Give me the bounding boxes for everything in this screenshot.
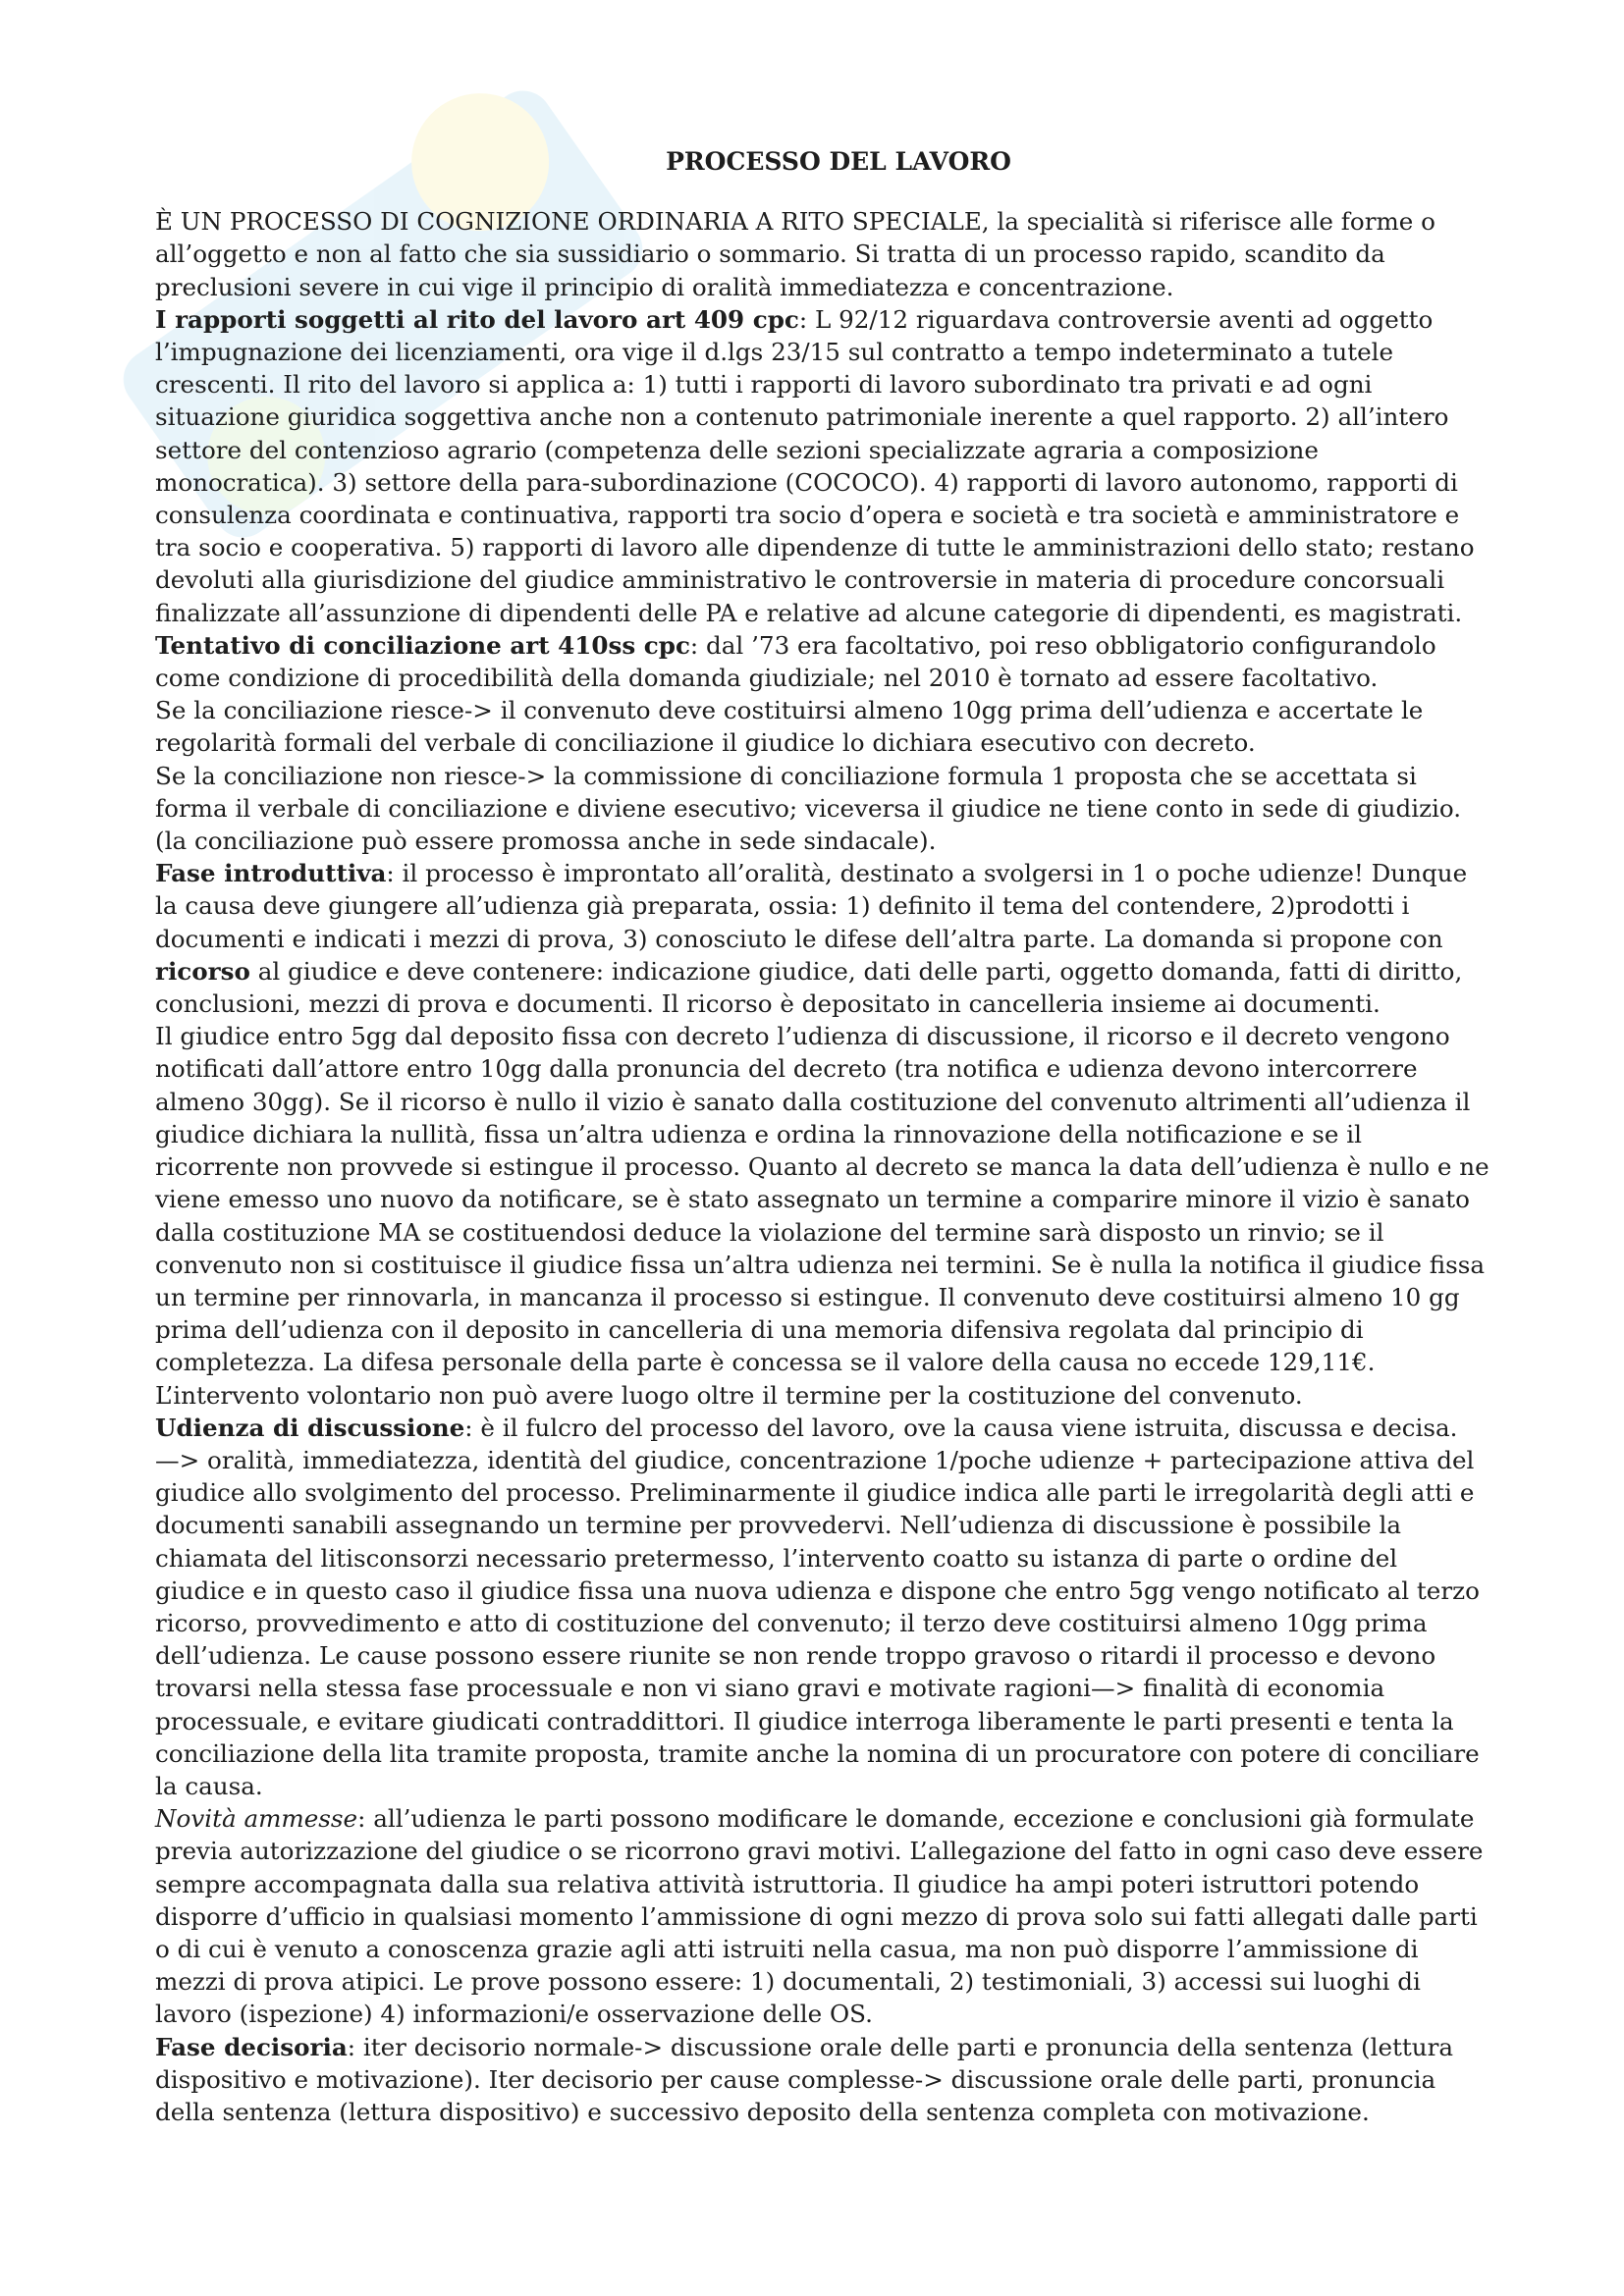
paragraph-conciliazione-non-riesce xyxy=(155,760,1492,825)
paragraph-text: È UN PROCESSO DI COGNIZIONE ORDINARIA A RITO SPECIALE, la specialità si riferisce alle forme o all’oggetto e non al fatto che sia sussidiario o sommario. Si tratta di un processo rapido, scandito da preclusioni severe in cui vige il principio di oralità immediatezza e concentrazione. xyxy=(155,207,1435,301)
paragraph-sede-sindacale xyxy=(155,825,1492,857)
paragraph-udienza-discussione xyxy=(155,1412,1492,1444)
paragraph-intro xyxy=(155,205,1492,303)
section-heading: Fase decisoria xyxy=(155,2032,348,2061)
paragraph-text: (la conciliazione può essere promossa anche in sede sindacale). xyxy=(155,827,937,856)
paragraph-text: L’intervento volontario non può avere luogo oltre il termine per la costituzione del convenuto. xyxy=(155,1380,1303,1410)
section-heading: Fase introduttiva xyxy=(155,859,387,888)
paragraph-text: : L 92/12 riguardava controversie aventi ad oggetto l’impugnazione dei licenziamenti, ora vige il d.lgs 23/15 sul contratto a tempo indeterminato a tutele crescenti. Il rito del lavoro si applica a: 1) tutti i rapporti di lavoro subordinato tra privati e ad ogni situazione giuridica soggettiva anche non a contenuto patrimoniale inerente a quel rapporto. 2) all’intero settore del contenzioso agrario (competenza delle sezioni specializzate agraria a composizione monocratica). 3) settore della para-subordinazione (COCOCO). 4) rapporti di lavoro autonomo, rapporti di consulenza coordinata e continuativa, rapporti tra socio d’opera e società e tra società e amministratore e tra socio e cooperativa. 5) rapporti di lavoro alle dipendenze di tutte le amministrazioni dello stato; restano devoluti alla giurisdizione del giudice amministrativo le controversie in materia di procedure concorsuali finalizzate all’assunzione di dipendenti delle PA e relative ad alcune categorie di dipendenti, es magistrati. xyxy=(155,304,1475,627)
paragraph-text: : all’udienza le parti possono modificare le domande, eccezione e conclusioni già formulate previa autorizzazione del giudice o se ricorrono gravi motivi. L’allegazione del fatto in ogni caso deve essere sempre accompagnata dalla sua relativa attività istruttoria. Il giudice ha ampi poteri istruttori potendo disporre d’ufficio in qualsiasi momento l’ammissione di ogni mezzo di prova solo sui fatti allegati dalle parti o di cui è venuto a conoscenza grazie agli atti istruiti nella casua, ma non può disporre l’ammissione di mezzi di prova atipici. Le prove possono essere: 1) documentali, 2) testimoniali, 3) accessi sui luoghi di lavoro (ispezione) 4) informazioni/e osservazione delle OS. xyxy=(155,1804,1484,2029)
paragraph-conciliazione-riesce xyxy=(155,694,1492,759)
bold-term-ricorso: ricorso xyxy=(155,956,250,986)
paragraph-novita-ammesse xyxy=(155,1802,1492,2030)
paragraph-text: Il giudice entro 5gg dal deposito fissa con decreto l’udienza di discussione, il ricorso e il decreto vengono notificati dall’attore entro 10gg dalla pronuncia del decreto (tra notifica e udienza devono intercorrere almeno 30gg). Se il ricorso è nullo il vizio è sanato dalla costituzione del convenuto altrimenti all’udienza il giudice dichiara la nullità, fissa un’altra udienza e ordina la rinnovazione della notificazione e se il ricorrente non provvede si estingue il processo. Quanto al decreto se manca la data dell’udienza è nullo e ne viene emesso uno nuovo da notificare, se è stato assegnato un termine a comparire minore il vizio è sanato dalla costituzione MA se costituendosi deduce la violazione del termine sarà disposto un rinvio; se il convenuto non si costituisce il giudice fissa un’altra udienza nei termini. Se è nulla la notifica il giudice fissa un termine per rinnovarla, in mancanza il processo si estingue. Il convenuto deve costituirsi almeno 10 gg prima dell’udienza con il deposito in cancelleria di una memoria difensiva regolata dal principio di completezza. La difesa personale della parte è concessa se il valore della causa no eccede 129,11€. xyxy=(155,1022,1489,1377)
paragraph-text-continued: al giudice e deve contenere: indicazione giudice, dati delle parti, oggetto domanda, fatti di diritto, conclusioni, mezzi di prova e documenti. Il ricorso è depositato in cancelleria insieme ai documenti. xyxy=(155,956,1463,1019)
section-heading-italic: Novità ammesse xyxy=(155,1804,358,1834)
document-title: PROCESSO DEL LAVORO xyxy=(666,147,1011,176)
paragraph-oralita xyxy=(155,1444,1492,1802)
paragraph-intervento-volontario xyxy=(155,1379,1492,1412)
document-body xyxy=(155,145,1492,2128)
section-heading: Tentativo di conciliazione art 410ss cpc xyxy=(155,630,690,660)
paragraph-text: : è il fulcro del processo del lavoro, ove la causa viene istruita, discussa e decisa. xyxy=(464,1413,1458,1442)
paragraph-text: : il processo è improntato all’oralità, destinato a svolgersi in 1 o poche udienze! Dunque la causa deve giungere all’udienza già preparata, ossia: 1) definito il tema del contendere, 2)prodotti i documenti e indicati i mezzi di prova, 3) conosciuto le difese dell’altra parte. La domanda si propone con xyxy=(155,859,1468,953)
section-heading: I rapporti soggetti al rito del lavoro art 409 cpc xyxy=(155,304,799,334)
paragraph-rapporti-soggetti xyxy=(155,303,1492,629)
paragraph-text: Se la conciliazione non riesce-> la commissione di conciliazione formula 1 proposta che se accettata si forma il verbale di conciliazione e diviene esecutivo; viceversa il giudice ne tiene conto in sede di giudizio. xyxy=(155,761,1462,823)
paragraph-text: : dal ’73 era facoltativo, poi reso obbligatorio configurandolo come condizione di procedibilità della domanda giudiziale; nel 2010 è tornato ad essere facoltativo. xyxy=(155,630,1436,693)
paragraph-text: : iter decisorio normale-> discussione orale delle parti e pronuncia della sentenza (lettura dispositivo e motivazione). Iter decisorio per cause complesse-> discussione orale delle parti, pronuncia della sentenza (lettura dispositivo) e successivo deposito della sentenza completa con motivazione. xyxy=(155,2032,1454,2126)
paragraph-text: Se la conciliazione riesce-> il convenuto deve costituirsi almeno 10gg prima dell’udienza e accertate le regolarità formali del verbale di conciliazione il giudice lo dichiara esecutivo con decreto. xyxy=(155,696,1424,758)
section-heading: Udienza di discussione xyxy=(155,1413,465,1442)
paragraph-tentativo-conciliazione xyxy=(155,629,1492,694)
paragraph-fase-introduttiva xyxy=(155,857,1492,1020)
paragraph-decreto-udienza xyxy=(155,1020,1492,1378)
paragraph-text: —> oralità, immediatezza, identità del giudice, concentrazione 1/poche udienze + partecipazione attiva del giudice allo svolgimento del processo. Preliminarmente il giudice indica alle parti le irregolarità degli atti e documenti sanabili assegnando un termine per provvedervi. Nell’udienza di discussione è possibile la chiamata del litisconsorzi necessario pretermesso, l’intervento coatto su istanza di parte o ordine del giudice e in questo caso il giudice fissa una nuova udienza e dispone che entro 5gg vengo notificato al terzo ricorso, provvedimento e atto di costituzione del convenuto; il terzo deve costituirsi almeno 10gg prima dell’udienza. Le cause possono essere riunite se non rende troppo gravoso o ritardi il processo e devono trovarsi nella stessa fase processuale e non vi siano gravi e motivate ragioni—> finalità di economia processuale, e evitare giudicati contraddittori. Il giudice interroga liberamente le parti presenti e tenta la conciliazione della lita tramite proposta, tramite anche la nomina di un procuratore con potere di conciliare la causa. xyxy=(155,1445,1480,1800)
paragraph-fase-decisoria xyxy=(155,2031,1492,2129)
